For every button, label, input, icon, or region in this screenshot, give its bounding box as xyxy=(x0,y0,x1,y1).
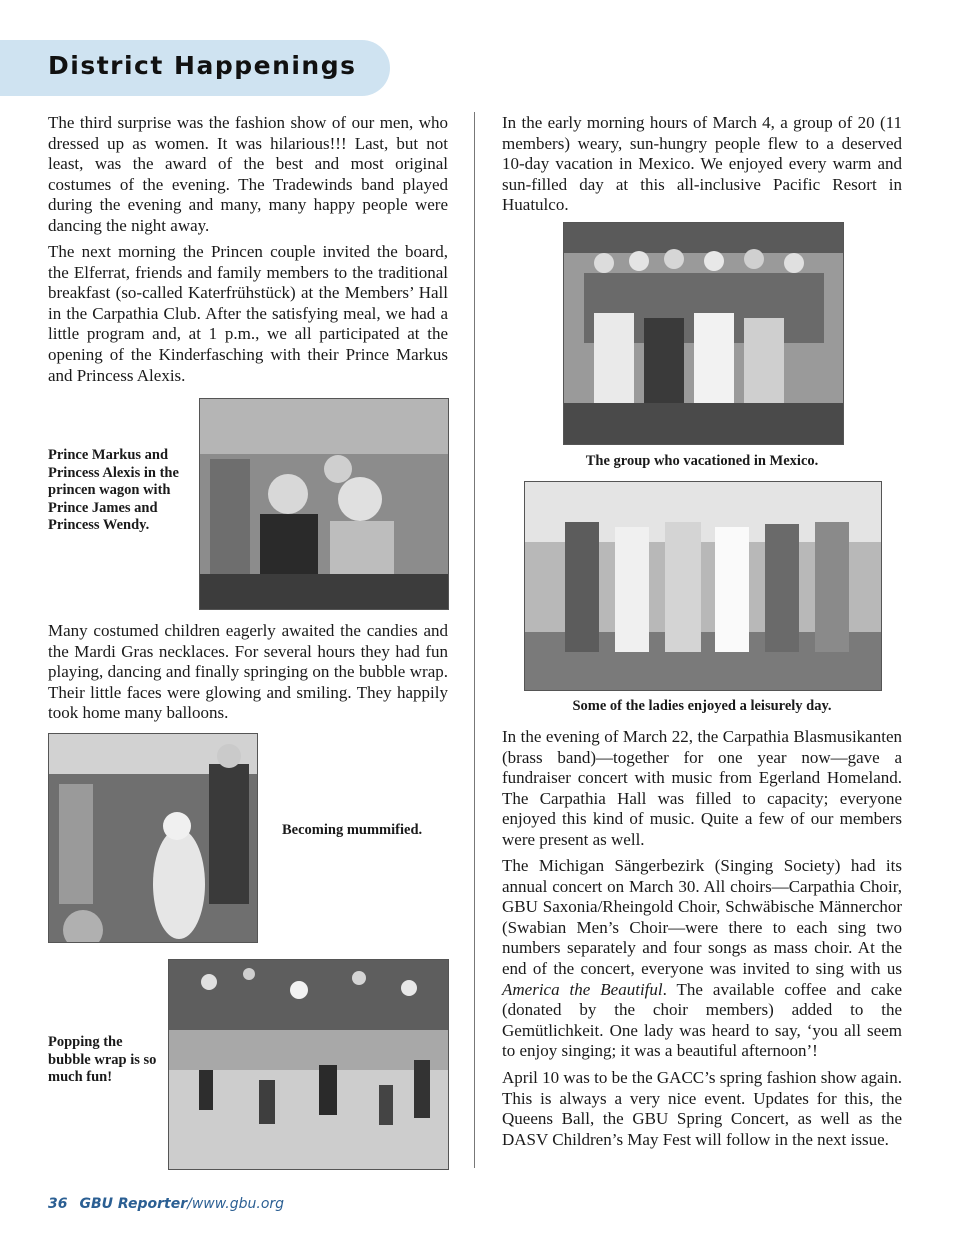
right-paragraph-3-end: . The available coffee and cake (donated by the choir members) added to the Gemütlichkeit. One lady was heard to say, ‘you all seem to enjoy singing; it was a beautiful afternoon’! xyxy=(502,979,903,1061)
song-title: America the Beautiful xyxy=(502,979,663,999)
caption-mummified: Becoming mummified. xyxy=(282,822,423,838)
photo-mexico-group xyxy=(563,222,844,445)
column-divider xyxy=(474,112,475,1168)
right-paragraph-1: In the early morning hours of March 4, a group of 20 (11 members) weary, sun-hungry people flew to a deserved 10-day vacation in Mexico. We enjoyed every warm and sun-filled day at this all-inclusive Pacific Resort in Huatulco. xyxy=(502,113,902,215)
caption-princen-wagon: Prince Markus and Princess Alexis in the princen wagon with Prince James and Princess Wendy. xyxy=(48,447,179,533)
publication-name: GBU Reporter xyxy=(79,1196,188,1212)
photo-ladies xyxy=(524,481,882,691)
right-paragraph-2: In the evening of March 22, the Carpathia Blasmusikanten (brass band)—together for one year now—gave a fundraiser concert with music from Egerland Homeland. The Carpathia Hall was filled to capacity; everyone enjoyed this kind of music. Quite a few of our members were present as well. xyxy=(502,727,902,849)
right-paragraph-3 xyxy=(502,856,902,1062)
section-title: District Happenings xyxy=(48,51,357,80)
right-paragraph-3-start: The Michigan Sängerbezirk (Singing Society) had its annual concert on March 30. All choirs—Carpathia Choir, GBU Saxonia/Rheingold Choir, Schwäbische Männerchor (Swabian Men’s Choir—were there to each sing two numbers separately and four songs as mass choir. At the end of the concert, everyone was invited to sing with us xyxy=(502,856,902,978)
page-number: 36 xyxy=(48,1196,68,1212)
photo-princen-wagon xyxy=(199,398,449,610)
left-paragraph-1: The third surprise was the fashion show of our men, who dressed up as women. It was hilarious!!! Last, but not least, was the award of the best and most original costumes of the evening. The Tradewinds band played during the evening and many, many happy people were dancing the night away. xyxy=(48,113,448,235)
photo-mummified xyxy=(48,733,258,943)
photo-bubble-wrap xyxy=(168,959,449,1170)
page-footer xyxy=(48,1196,284,1212)
publication-url[interactable]: /www.gbu.org xyxy=(187,1196,285,1212)
left-paragraph-3: Many costumed children eagerly awaited the candies and the Mardi Gras necklaces. For several hours they had fun playing, dancing and finally springing on the bubble wrap. Their little faces were glowing and smiling. They happily took home many balloons. xyxy=(48,621,448,723)
caption-ladies: Some of the ladies enjoyed a leisurely day. xyxy=(572,698,832,714)
right-paragraph-4: April 10 was to be the GACC’s spring fashion show again. This is always a very nice event. Updates for this, the Queens Ball, the GBU Spring Concert, as well as the DASV Children’s May Fest will follow in the next issue. xyxy=(502,1068,902,1149)
caption-mexico-group: The group who vacationed in Mexico. xyxy=(585,453,819,469)
caption-bubble-wrap: Popping the bubble wrap is so much fun! xyxy=(48,1034,157,1085)
left-paragraph-2: The next morning the Princen couple invited the board, the Elferrat, friends and family members to the traditional breakfast (so-called Katerfrühstück) at the Members’ Hall in the Carpathia Club. After the satisfying meal, we had a little program and, at 1 p.m., we all participated at the opening of the Kinderfasching with their Prince Markus and Princess Alexis. xyxy=(48,242,448,385)
